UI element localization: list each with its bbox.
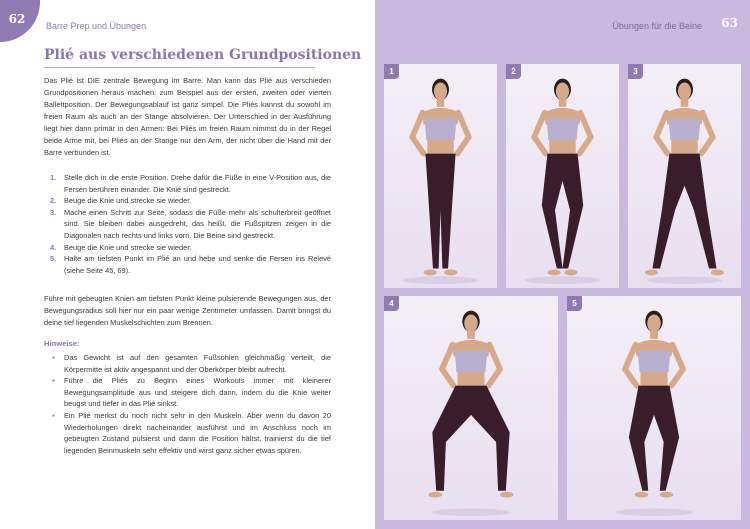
dancer-figure-first-position — [384, 64, 497, 288]
step-text: Beuge die Knie und strecke sie wieder. — [64, 196, 192, 206]
photo-number-badge: 2 — [506, 64, 521, 79]
running-head-right: Übungen für die Beine — [612, 21, 702, 31]
hint-text: Ein Plié merkst du noch nicht sehr in den Muskeln. Aber wenn du davon 20 Wiederholungen direkt nacheinander ausführst und im Anschluss noch im gebeugten Zustand pulsierst und dann die Position hältst, trainierst du die tief liegenden Beinmuskeln sehr effektiv und wirst ganz sicher etwas spüren. — [64, 410, 331, 455]
bullet-icon: ▪ — [52, 410, 55, 420]
dancer-figure-second-position — [628, 64, 741, 288]
step-text: Beuge die Knie und strecke sie wieder. — [64, 242, 192, 252]
dancer-figure-releve-plie — [567, 296, 741, 520]
step-number: 4. — [50, 242, 57, 252]
step-item — [50, 207, 331, 242]
bullet-icon: ▪ — [52, 353, 55, 362]
photo-number-badge: 4 — [384, 296, 399, 311]
right-page — [375, 0, 750, 529]
hints-heading: Hinweise: — [44, 339, 80, 348]
step-text: Stelle dich in die erste Position. Drehe dafür die Füße in eine V-Position aus, die Fersen berühren einander. Die Knie sind gestreckt. — [64, 173, 331, 194]
hint-item — [52, 352, 331, 375]
photo-number-badge: 3 — [628, 64, 643, 79]
exercise-photo-5 — [567, 296, 741, 520]
hint-text: Das Gewicht ist auf den gesamten Fußsohlen gleichmäßig verteilt, die Körpermitte ist aktiv angespannt und der Oberkörper bleibt aufrecht. — [64, 353, 331, 374]
hint-item — [52, 375, 331, 410]
photo-number-badge: 1 — [384, 64, 399, 79]
hint-text: Führe die Pliés zu Beginn eines Workouts immer mit kleinerer Bewegungsamplitude aus und steigere dich dann, indem du die Knie weiter beugst und tiefer in das Plié sinkst. — [64, 376, 331, 409]
step-number: 3. — [50, 207, 57, 217]
exercise-photo-1 — [384, 64, 497, 288]
bullet-icon: ▪ — [52, 376, 55, 386]
running-head-left: Barre Prep und Übungen — [46, 21, 147, 31]
page-number-left: 62 — [8, 12, 26, 26]
title-divider — [44, 67, 315, 68]
step-item — [50, 242, 331, 254]
page-title: Plié aus verschiedenen Grundpositionen — [44, 47, 362, 63]
exercise-photo-3 — [628, 64, 741, 288]
steps-list — [50, 172, 331, 276]
page-number-right: 63 — [721, 16, 738, 30]
page-number-badge-left — [0, 0, 40, 42]
exercise-photo-4 — [384, 296, 558, 520]
dancer-figure-plie-first — [506, 64, 619, 288]
hint-item — [52, 410, 331, 456]
step-text: Mache einen Schritt zur Seite, sodass die Füße mehr als schulterbreit geöffnet sind. Sie bleiben dabei ausgedreht, das heißt, die Fußspitzen zeigen in die Diagonalen nach rechts und links vorn. Die Beine sind gestreckt. — [64, 207, 331, 240]
step-item — [50, 195, 331, 207]
intro-paragraph: Das Plié ist DIE zentrale Bewegung im Barre. Man kann das Plié aus verschieden Grundpositionen heraus machen: zum Beispiel aus der ersten, zweiten oder vierten Ballettposition. Der Bewegungsablauf ist ganz simpel. Die Pliés kannst du sowohl im freien Raum als auch an der Stange absolvieren. Der Unterschied in der Ausführung liegt hier dann primär in den Armen: Bei Pliés im freien Raum nimmst du in der Regel beide Arme mit, bei Pliés an der Stange nur den Arm, der nicht über die Hand mit der Barre verbunden ist. — [44, 76, 331, 157]
hints-list — [52, 352, 331, 456]
step-item — [50, 172, 331, 195]
step-number: 2. — [50, 196, 57, 206]
step-number: 5. — [50, 254, 57, 264]
photo-number-badge: 5 — [567, 296, 582, 311]
exercise-photo-2 — [506, 64, 619, 288]
dancer-figure-plie-second — [384, 296, 558, 520]
step-text: Halte am tiefsten Punkt im Plié an und hebe und senke die Fersen ins Relevé (siehe Seite 45, 69). — [64, 254, 331, 275]
step-number: 1. — [50, 173, 57, 182]
step-item — [50, 253, 331, 276]
outro-paragraph: Führe mit gebeugten Knien am tiefsten Punkt kleine pulsierende Bewegungen aus, der Bewegungsradius soll hier nur ein paar wenige Zentimeter umfassen. Damit bringst du deine tief liegenden Muskelschichten zum Brennen. — [44, 294, 331, 327]
